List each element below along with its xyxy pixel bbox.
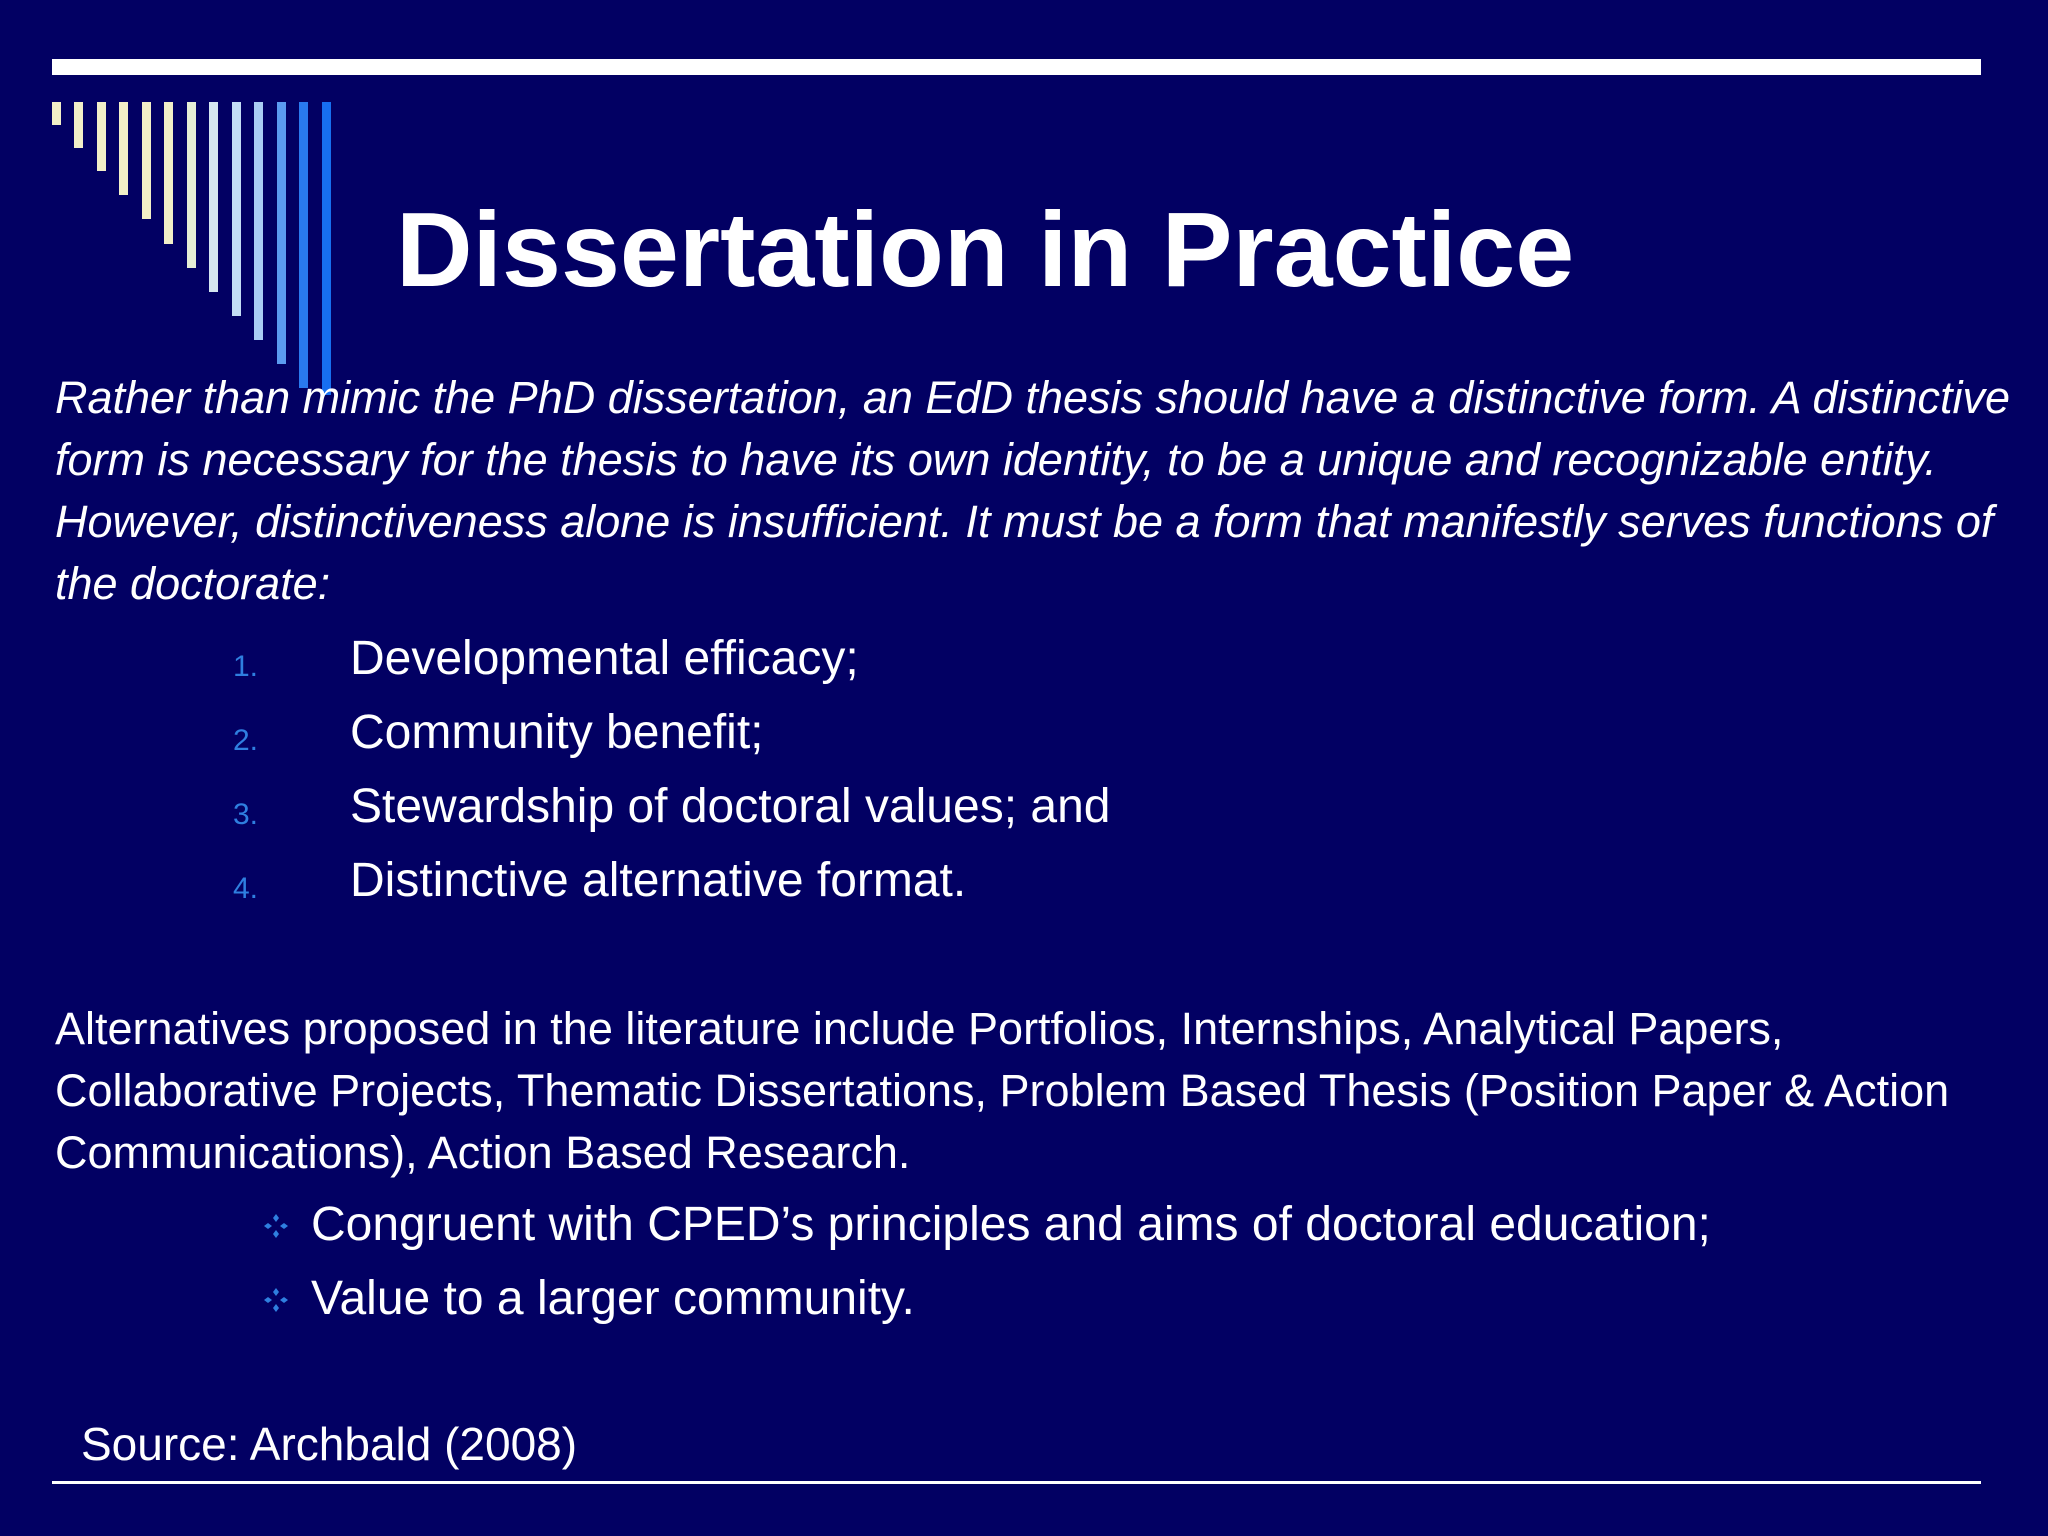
list-item-text: Congruent with CPED’s principles and aims of doctoral education; — [311, 1198, 1711, 1251]
stripe-1 — [52, 102, 61, 125]
list-number: 4. — [233, 872, 259, 905]
stripe-7 — [187, 102, 196, 268]
intro-paragraph: Rather than mimic the PhD dissertation, an EdD thesis should have a distinctive form. A distinctive form is necessary for the thesis to have its own identity, to be a unique and recognizable entity. However, distinctiveness alone is insufficient. It must be a form that manifestly serves functions of the doctorate: — [55, 372, 2011, 609]
bottom-rule — [52, 1481, 1981, 1484]
stripe-3 — [97, 102, 106, 171]
list-number: 2. — [233, 724, 259, 757]
stripe-10 — [254, 102, 263, 340]
stripe-11 — [277, 102, 286, 364]
stripe-13 — [322, 102, 331, 395]
stripe-4 — [119, 102, 128, 195]
list-item-text: Developmental efficacy; — [350, 632, 859, 685]
diamond-bullet-icon — [264, 1214, 288, 1238]
diamond-bullet-icon — [264, 1288, 288, 1312]
stripe-2 — [74, 102, 83, 148]
top-rule — [52, 59, 1981, 75]
list-item-text: Value to a larger community. — [311, 1272, 915, 1325]
alternatives-paragraph: Alternatives proposed in the literature include Portfolios, Internships, Analytical Papers, Collaborative Projects, Thematic Dissertations, Problem Based Thesis (Position Paper & Action Communications), Action Based Research. — [55, 1003, 1950, 1178]
stripe-5 — [142, 102, 151, 219]
stripe-6 — [164, 102, 173, 244]
list-number: 1. — [233, 650, 259, 683]
stripe-8 — [209, 102, 218, 292]
list-item-text: Community benefit; — [350, 706, 764, 759]
stripe-9 — [232, 102, 241, 316]
source-citation: Source: Archbald (2008) — [81, 1418, 578, 1470]
list-item-text: Stewardship of doctoral values; and — [350, 780, 1111, 833]
list-item-text: Distinctive alternative format. — [350, 854, 967, 907]
list-number: 3. — [233, 798, 259, 831]
slide-title: Dissertation in Practice — [396, 191, 1575, 309]
stripe-12 — [299, 102, 308, 388]
